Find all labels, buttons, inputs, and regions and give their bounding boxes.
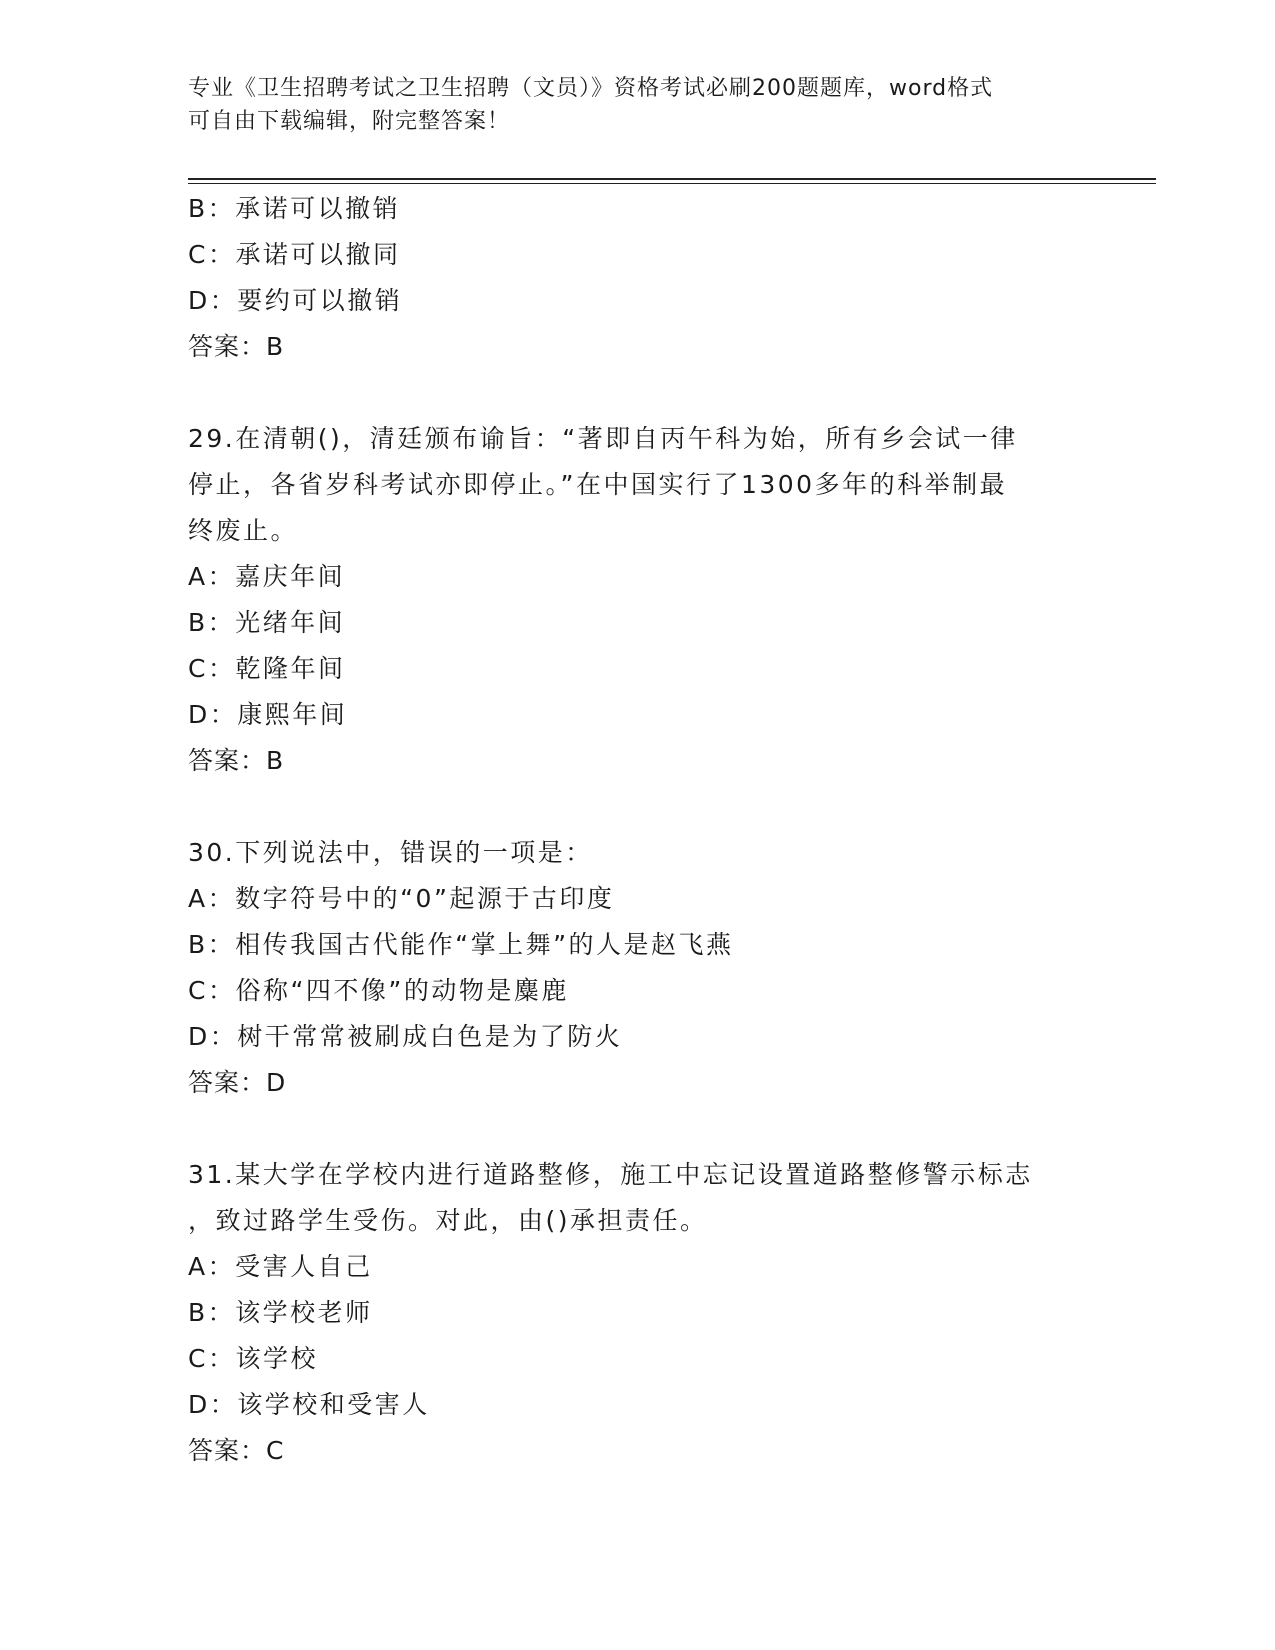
spacer xyxy=(188,1106,1088,1152)
question-30 xyxy=(188,830,1088,1106)
option-b: B：光绪年间 xyxy=(188,608,346,637)
option-d: D：树干常常被刷成白色是为了防火 xyxy=(188,1022,623,1051)
spacer xyxy=(188,784,1088,830)
header-rule-thick xyxy=(188,178,1156,180)
option-c: C：俗称“四不像”的动物是麋鹿 xyxy=(188,976,569,1005)
question-text-line: 30.下列说法中，错误的一项是： xyxy=(188,838,593,867)
question-text-line: ，致过路学生受伤。对此，由()承担责任。 xyxy=(188,1206,708,1235)
answer: 答案：B xyxy=(188,746,285,775)
option-c: C：承诺可以撤同 xyxy=(188,240,401,269)
answer: 答案：C xyxy=(188,1436,285,1465)
spacer xyxy=(188,370,1088,416)
option-d: D：要约可以撤销 xyxy=(188,286,403,315)
answer: 答案：D xyxy=(188,1068,287,1097)
header-line-2: 可自由下载编辑，附完整答案！ xyxy=(188,109,511,134)
document-header xyxy=(188,72,1068,138)
header-rule-thin xyxy=(188,183,1156,184)
question-text-line: 31.某大学在学校内进行道路整修，施工中忘记设置道路整修警示标志 xyxy=(188,1160,1033,1189)
option-c: C：该学校 xyxy=(188,1344,318,1373)
question-content xyxy=(188,186,1088,1474)
option-c: C：乾隆年间 xyxy=(188,654,346,683)
header-line-1: 专业《卫生招聘考试之卫生招聘（文员）》资格考试必刷200题题库，word格式 xyxy=(188,76,994,101)
option-b: B：相传我国古代能作“掌上舞”的人是赵飞燕 xyxy=(188,930,734,959)
option-d: D：康熙年间 xyxy=(188,700,348,729)
option-a: A：数字符号中的“0”起源于古印度 xyxy=(188,884,615,913)
question-29 xyxy=(188,416,1088,784)
option-a: A：嘉庆年间 xyxy=(188,562,346,591)
question-text-line: 终废止。 xyxy=(188,516,299,545)
question-text-line: 停止，各省岁科考试亦即停止。”在中国实行了1300多年的科举制最 xyxy=(188,470,1008,499)
option-a: A：受害人自己 xyxy=(188,1252,373,1281)
option-b: B：该学校老师 xyxy=(188,1298,373,1327)
previous-question-tail xyxy=(188,186,1088,370)
option-b: B：承诺可以撤销 xyxy=(188,194,401,223)
answer: 答案：B xyxy=(188,332,285,361)
question-31 xyxy=(188,1152,1088,1474)
question-text-line: 29.在清朝()，清廷颁布谕旨：“著即自丙午科为始，所有乡会试一律 xyxy=(188,424,1018,453)
option-d: D：该学校和受害人 xyxy=(188,1390,430,1419)
